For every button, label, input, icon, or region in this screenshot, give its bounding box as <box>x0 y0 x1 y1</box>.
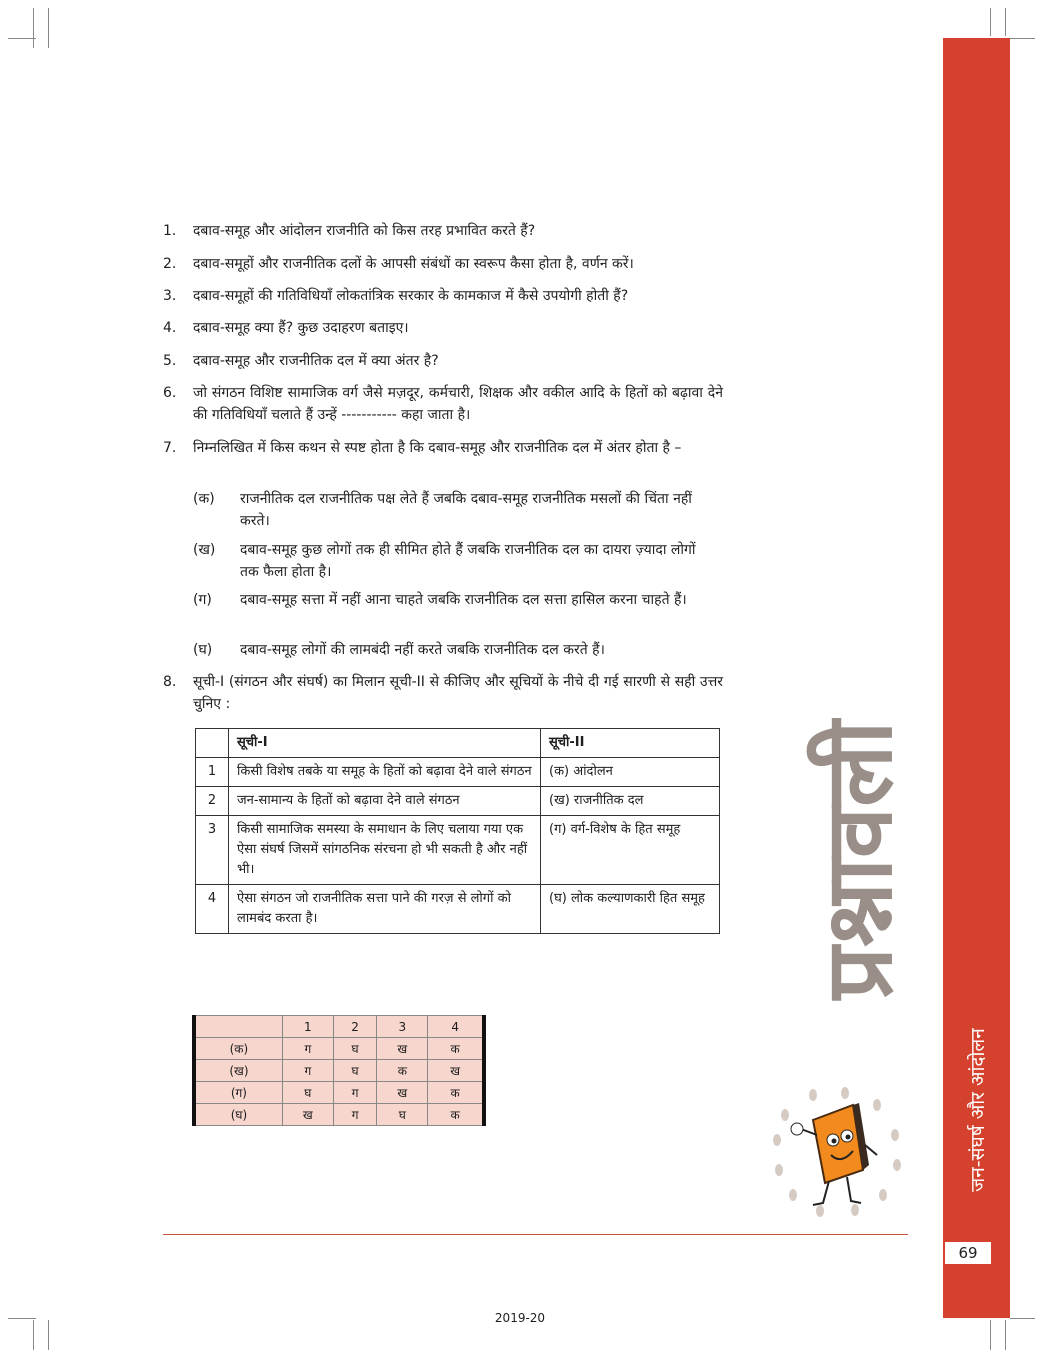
table-cell: क <box>428 1082 484 1104</box>
table-cell: ग <box>282 1038 333 1060</box>
crop-mark <box>1010 1318 1035 1319</box>
table-row <box>194 1038 484 1060</box>
section-title-text: प्रश्नावली <box>805 720 913 1000</box>
table-row <box>196 758 720 787</box>
table-header: सूची-I <box>229 729 541 758</box>
question-text: जो संगठन विशिष्ट सामाजिक वर्ग जैसे मज़दूर, कर्मचारी, शिक्षक और वकील आदि के हितों को बढ़ावा देने की गतिविधियाँ चलाते हैं उन्हें ----------- कहा जाता है। <box>193 385 723 423</box>
mascot-illustration-icon <box>765 1085 910 1220</box>
question-text: दबाव-समूह और आंदोलन राजनीति को किस तरह प्रभावित करते हैं? <box>193 223 536 239</box>
crop-mark <box>48 1320 49 1350</box>
option-text: दबाव-समूह सत्ता में नहीं आना चाहते जबकि राजनीतिक दल सत्ता हासिल करना चाहते हैं। <box>240 592 687 608</box>
table-cell: ऐसा संगठन जो राजनीतिक सत्ता पाने की गरज़ से लोगों को लामबंद करता है। <box>229 885 541 934</box>
table-cell <box>196 729 229 758</box>
question-2 <box>163 253 723 275</box>
table-cell: (घ) <box>194 1104 282 1126</box>
question-number: 2. <box>163 256 177 272</box>
matching-table <box>195 728 720 934</box>
page-number: 69 <box>945 1242 991 1264</box>
table-cell: क <box>377 1060 428 1082</box>
table-cell: क <box>428 1104 484 1126</box>
option-kha <box>193 539 708 583</box>
table-header-row <box>194 1016 484 1038</box>
table-cell: ख <box>428 1060 484 1082</box>
table-cell: ग <box>333 1082 376 1104</box>
option-text: दबाव-समूह लोगों की लामबंदी नहीं करते जबकि राजनीतिक दल करते हैं। <box>240 642 605 658</box>
table-cell: क <box>428 1038 484 1060</box>
crop-mark <box>33 8 34 48</box>
year-label: 2019-20 <box>494 1311 546 1325</box>
question-5 <box>163 350 723 372</box>
crop-mark <box>990 1320 991 1350</box>
table-row <box>196 816 720 885</box>
question-text: दबाव-समूह क्या हैं? कुछ उदाहरण बताइए। <box>193 320 409 336</box>
option-text: राजनीतिक दल राजनीतिक पक्ष लेते हैं जबकि दबाव-समूह राजनीतिक मसलों की चिंता नहीं करते। <box>240 491 692 529</box>
question-7 <box>163 437 723 459</box>
table-cell: ग <box>333 1104 376 1126</box>
table-row <box>196 787 720 816</box>
table-cell: किसी विशेष तबके या समूह के हितों को बढ़ावा देने वाले संगठन <box>229 758 541 787</box>
option-text: दबाव-समूह कुछ लोगों तक ही सीमित होते हैं जबकि राजनीतिक दल का दायरा ज़्यादा लोगों तक फैला होता है। <box>240 542 696 580</box>
table-cell: 3 <box>196 816 229 885</box>
question-number: 4. <box>163 320 177 336</box>
crop-mark <box>1010 38 1035 39</box>
question-text: निम्नलिखित में किस कथन से स्पष्ट होता है कि दबाव-समूह और राजनीतिक दल में अंतर होता है – <box>193 440 682 456</box>
crop-mark <box>990 8 991 36</box>
table-cell: 1 <box>196 758 229 787</box>
question-text: दबाव-समूह और राजनीतिक दल में क्या अंतर है? <box>193 353 439 369</box>
table-cell <box>194 1016 282 1038</box>
question-1 <box>163 220 723 242</box>
chapter-label-text: जन-संघर्ष और आंदोलन <box>967 1028 989 1192</box>
option-label: (ग) <box>193 592 212 608</box>
table-cell: किसी सामाजिक समस्या के समाधान के लिए चलाया गया एक ऐसा संघर्ष जिसमें सांगठनिक संरचना हो भी सकती है और नहीं भी। <box>229 816 541 885</box>
table-cell: (ख) राजनीतिक दल <box>541 787 720 816</box>
table-cell: ग <box>282 1060 333 1082</box>
table-header-row <box>196 729 720 758</box>
table-row <box>196 885 720 934</box>
table-cell: 4 <box>428 1016 484 1038</box>
question-8 <box>163 671 723 715</box>
question-number: 6. <box>163 385 177 401</box>
question-text: दबाव-समूहों और राजनीतिक दलों के आपसी संबंधों का स्वरूप कैसा होता है, वर्णन करें। <box>193 256 634 272</box>
question-number: 1. <box>163 223 177 239</box>
crop-mark <box>1005 8 1006 36</box>
table-cell: 3 <box>377 1016 428 1038</box>
question-text: दबाव-समूहों की गतिविधियाँ लोकतांत्रिक सरकार के कामकाज में कैसे उपयोगी होती हैं? <box>193 288 629 304</box>
question-number: 7. <box>163 440 177 456</box>
table-cell: ख <box>377 1082 428 1104</box>
table-cell: (ग) वर्ग-विशेष के हित समूह <box>541 816 720 885</box>
option-ga <box>193 589 708 611</box>
table-cell: (घ) लोक कल्याणकारी हित समूह <box>541 885 720 934</box>
table-row <box>194 1082 484 1104</box>
question-text: सूची-I (संगठन और संघर्ष) का मिलान सूची-II से कीजिए और सूचियों के नीचे दी गई सारणी से सही उत्तर चुनिए : <box>193 674 723 712</box>
chapter-label <box>957 1000 997 1220</box>
table-cell: 2 <box>333 1016 376 1038</box>
table-row <box>194 1060 484 1082</box>
crop-mark <box>48 8 49 48</box>
footer-rule <box>163 1234 908 1235</box>
question-6 <box>163 382 723 426</box>
table-cell: (क) आंदोलन <box>541 758 720 787</box>
crop-mark <box>8 38 36 39</box>
option-label: (क) <box>193 491 215 507</box>
table-cell: जन-सामान्य के हितों को बढ़ावा देने वाले संगठन <box>229 787 541 816</box>
table-cell: घ <box>282 1082 333 1104</box>
section-title <box>800 640 913 1080</box>
question-number: 8. <box>163 674 177 690</box>
question-number: 5. <box>163 353 177 369</box>
table-cell: 4 <box>196 885 229 934</box>
table-cell: 2 <box>196 787 229 816</box>
crop-mark <box>8 1318 36 1319</box>
crop-mark <box>33 1320 34 1350</box>
table-cell: घ <box>333 1060 376 1082</box>
table-cell: ख <box>282 1104 333 1126</box>
table-row <box>194 1104 484 1126</box>
table-cell: ख <box>377 1038 428 1060</box>
answer-table <box>192 1015 486 1126</box>
table-cell: (ख) <box>194 1060 282 1082</box>
option-ka <box>193 488 708 532</box>
table-cell: घ <box>333 1038 376 1060</box>
table-header: सूची-II <box>541 729 720 758</box>
question-number: 3. <box>163 288 177 304</box>
table-cell: (ग) <box>194 1082 282 1104</box>
question-3 <box>163 285 723 307</box>
crop-mark <box>1005 1320 1006 1350</box>
option-label: (ख) <box>193 542 216 558</box>
option-label: (घ) <box>193 642 213 658</box>
question-4 <box>163 317 723 339</box>
table-cell: 1 <box>282 1016 333 1038</box>
option-gha <box>193 639 708 661</box>
table-cell: (क) <box>194 1038 282 1060</box>
table-cell: घ <box>377 1104 428 1126</box>
